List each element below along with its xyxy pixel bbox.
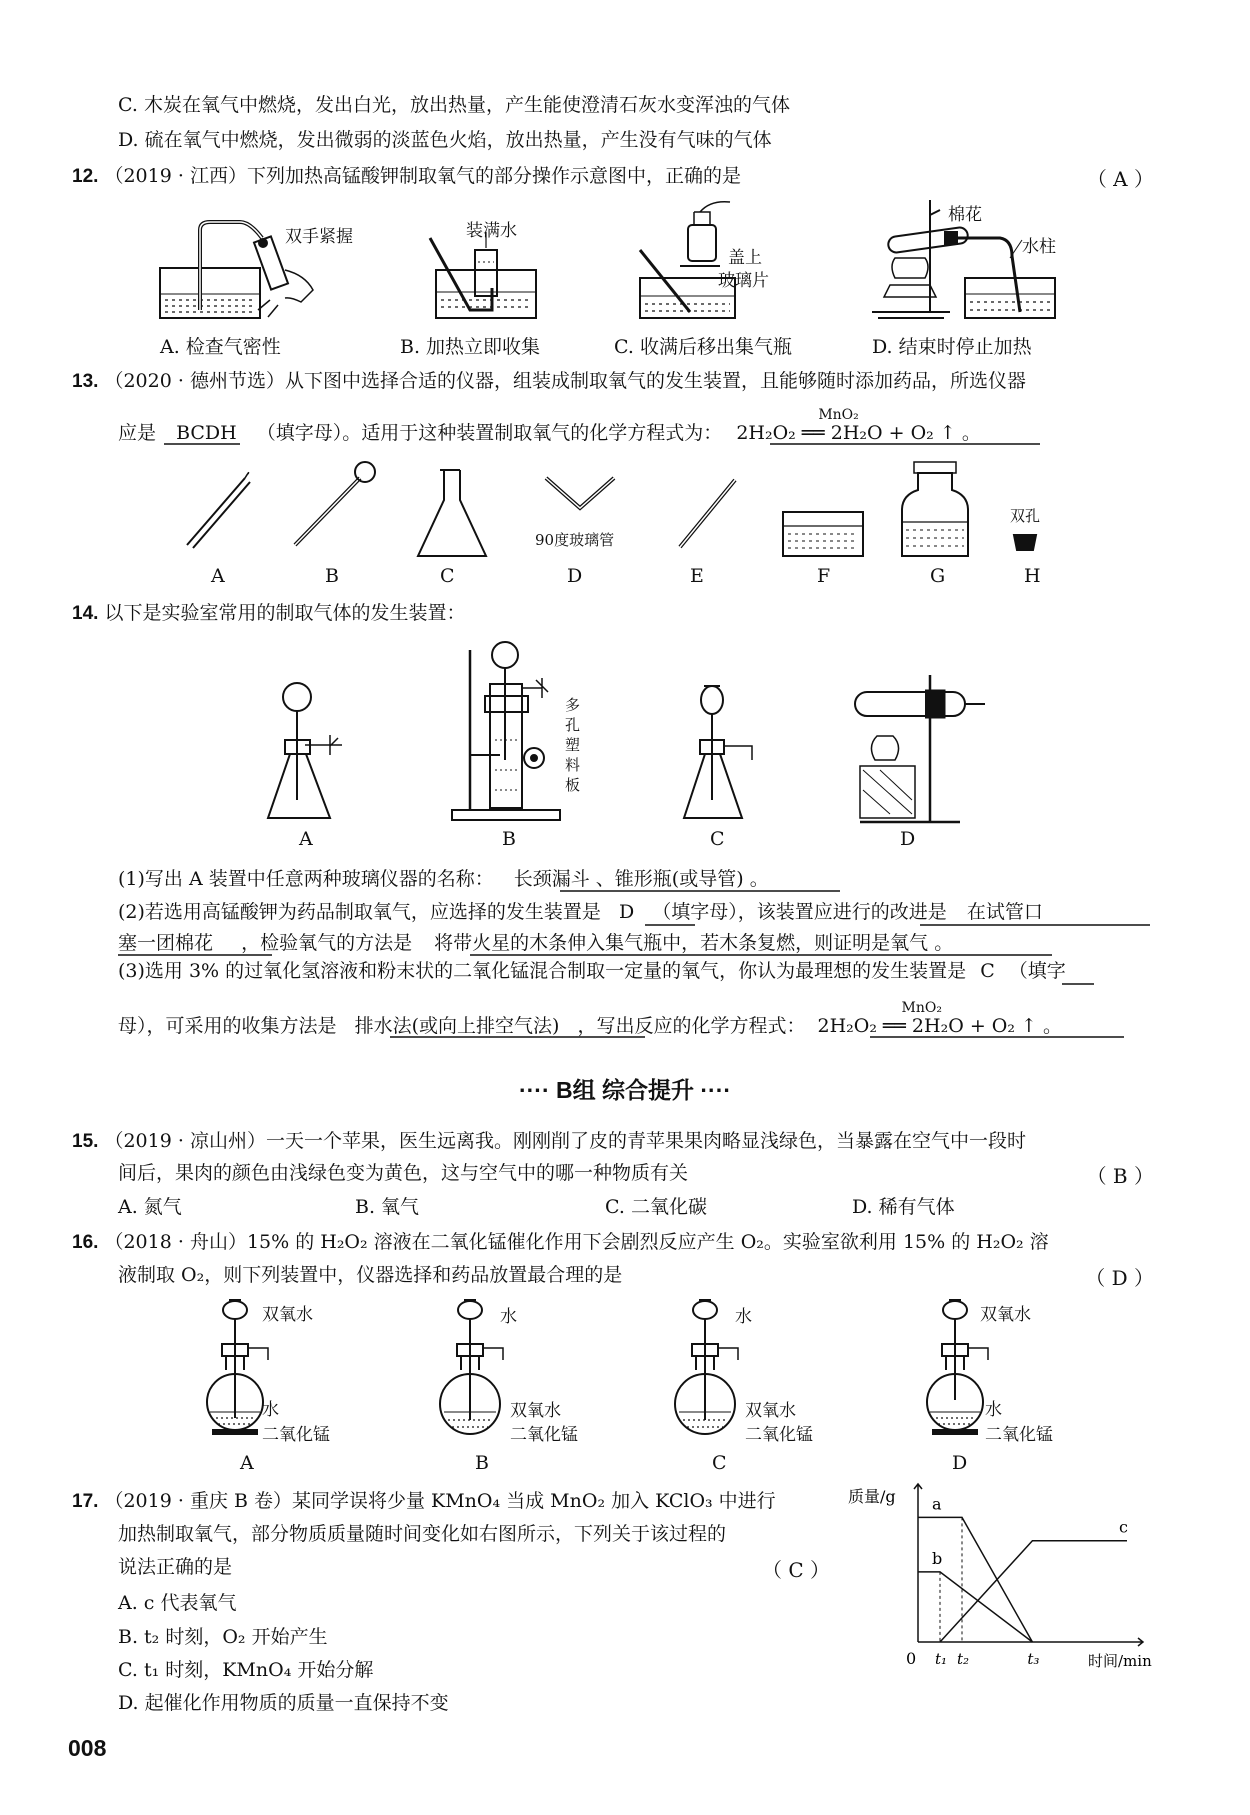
q14-apparatus-b	[452, 642, 560, 820]
q16-b-mno2: 二氧化锰	[510, 1425, 578, 1445]
q16-apparatus	[207, 1300, 988, 1434]
q14-letter-d: D	[900, 828, 916, 850]
q16-stem-2: 液制取 O₂，则下列装置中，仪器选择和药品放置最合理的是	[118, 1264, 623, 1286]
q16-apparatus-d	[927, 1300, 988, 1432]
q13-funnel-b	[295, 462, 375, 545]
q14-p2-answer-2b: 塞一团棉花	[118, 932, 214, 954]
q14-p2-mid2: ，检验氧气的方法是	[241, 932, 413, 954]
q15-answer: （ B ）	[1086, 1164, 1154, 1188]
x-tick-label: t₂	[957, 1650, 970, 1668]
q16-apparatus-a	[207, 1300, 268, 1432]
label-cotton: 棉花	[948, 205, 982, 225]
q14-p2-end: 。	[934, 932, 954, 954]
q14-apparatus	[268, 642, 985, 822]
q17-answer: （ C ）	[761, 1558, 830, 1582]
q14-p2-pre: (2)若选用高锰酸钾为药品制取氧气，应选择的发生装置是	[118, 901, 601, 923]
q12-caption-d: D. 结束时停止加热	[872, 336, 1032, 358]
q13-bottle-g	[902, 462, 968, 556]
q13-equation	[728, 407, 961, 444]
q12-figure-c	[640, 202, 735, 318]
q14-p2-answer-2: 在试管口	[966, 901, 1043, 923]
series-label-a: a	[932, 1494, 942, 1514]
q14-letter-c: C	[710, 828, 725, 850]
question-stem: （2019 · 重庆 B 卷）某同学误将少量 KMnO₄ 当成 MnO₂ 加入 KClO₃ 中进行	[104, 1490, 776, 1512]
q13-stopper-h	[1014, 535, 1036, 550]
q14-p1-answer: 长颈漏斗 、锥形瓶(或导管)	[513, 868, 744, 890]
question-number: 13.	[72, 371, 99, 392]
q13-tongs-a	[187, 473, 250, 548]
q13-equation-text: 2H₂O₂ ══ 2H₂O + O₂ ↑	[736, 422, 956, 444]
q13-letter-e: E	[690, 565, 704, 587]
section-title: ···· B组 综合提升 ····	[518, 1077, 732, 1103]
q14-p1-pre: (1)写出 A 装置中任意两种玻璃仪器的名称：	[118, 868, 494, 890]
question-number: 17.	[72, 1491, 99, 1512]
q13-stem	[72, 368, 1026, 395]
q17-stem	[72, 1488, 776, 1515]
plate-char: 料	[565, 756, 581, 774]
q13-flask-c	[418, 470, 486, 556]
q13-bent-tube-d	[546, 478, 614, 508]
q13-letter-b: B	[325, 565, 339, 587]
question-stem: 以下是实验室常用的制取气体的发生装置：	[104, 602, 466, 624]
q13-line2-pre: 应是	[118, 422, 157, 444]
label-90-degree-tube: 90度玻璃管	[535, 531, 615, 549]
q17-stem-2: 加热制取氧气，部分物质质量随时间变化如右图所示，下列关于该过程的	[118, 1523, 727, 1545]
origin-label: 0	[906, 1649, 917, 1668]
q14-apparatus-d	[855, 675, 985, 822]
q15-option-d: D. 稀有气体	[852, 1196, 955, 1218]
q14-letter-b: B	[502, 828, 516, 850]
q16-d-water: 水	[985, 1400, 1002, 1420]
q16-stem	[72, 1229, 1049, 1256]
q14-part2	[118, 899, 1043, 925]
plate-char: 塑	[565, 736, 581, 754]
q16-d-mno2: 二氧化锰	[985, 1425, 1053, 1445]
series-line-c	[940, 1541, 1127, 1642]
q12-caption-c: C. 收满后移出集气瓶	[614, 336, 792, 358]
q13-letter-h: H	[1024, 565, 1041, 587]
q13-answer-letters: BCDH	[176, 422, 237, 444]
q15-option-c: C. 二氧化碳	[605, 1196, 707, 1218]
q15-option-b: B. 氧气	[355, 1196, 420, 1218]
q14-p3-mid2: ，写出反应的化学方程式：	[577, 1015, 806, 1037]
q15-option-a: A. 氮气	[118, 1196, 182, 1218]
q14-p2-mid: （填字母），该装置应进行的改进是	[652, 901, 947, 923]
q16-c-h2o2: 双氧水	[745, 1401, 796, 1421]
q15-stem	[72, 1128, 1026, 1155]
q17-mass-time-chart	[848, 1484, 1152, 1670]
q14-apparatus-a	[268, 683, 342, 818]
question-number: 14.	[72, 603, 99, 624]
q16-apparatus-c	[675, 1300, 738, 1434]
q13-catalyst: MnO₂	[818, 407, 859, 423]
series-label-b: b	[932, 1548, 943, 1568]
q11-option-d: D. 硫在氧气中燃烧，发出微弱的淡蓝色火焰，放出热量，产生没有气味的气体	[118, 129, 772, 151]
question-stem: （2019 · 江西）下列加热高锰酸钾制取氧气的部分操作示意图中，正确的是	[104, 165, 741, 187]
y-axis-label: 质量/g	[848, 1487, 896, 1506]
page-number: 008	[68, 1735, 107, 1761]
q13-letter-d: D	[567, 565, 583, 587]
q17-option-b: B. t₂ 时刻，O₂ 开始产生	[118, 1626, 328, 1648]
label-hold: 双手紧握	[285, 227, 353, 247]
q16-c-mno2: 二氧化锰	[745, 1425, 813, 1445]
q14-part2-line2	[118, 930, 953, 956]
plate-char: 孔	[565, 716, 581, 734]
q13-letter-a: A	[211, 565, 225, 587]
q13-letter-c: C	[440, 565, 455, 587]
q14-part1	[118, 866, 769, 892]
q16-answer: （ D ）	[1085, 1266, 1154, 1290]
q16-letter-c: C	[712, 1452, 727, 1474]
q16-c-water: 水	[735, 1307, 752, 1327]
q16-b-h2o2: 双氧水	[510, 1401, 561, 1421]
question-stem: （2020 · 德州节选）从下图中选择合适的仪器，组装成制取氧气的发生装置，且能够随时添加药品，所选仪器	[104, 370, 1026, 392]
q17-option-a: A. c 代表氧气	[118, 1592, 237, 1614]
question-number: 16.	[72, 1232, 99, 1253]
q14-p3-end: 。	[1042, 1015, 1062, 1037]
series-label-c: c	[1119, 1517, 1128, 1537]
q13-end: 。	[961, 422, 981, 444]
series-line-b	[918, 1572, 1032, 1642]
x-tick-label: t₃	[1027, 1650, 1040, 1668]
q13-letter-g: G	[930, 565, 946, 587]
label-full-water: 装满水	[466, 221, 517, 241]
q16-letter-a: A	[240, 1452, 254, 1474]
q12-caption-b: B. 加热立即收集	[400, 336, 541, 358]
q12-figure-b	[430, 232, 536, 318]
q14-part3	[118, 958, 1066, 984]
q16-a-h2o2: 双氧水	[262, 1305, 313, 1325]
q16-d-h2o2: 双氧水	[980, 1305, 1031, 1325]
q12-caption-a: A. 检查气密性	[160, 336, 281, 358]
q14-p2-answer-3: 将带火星的木条伸入集气瓶中，若木条复燃，则证明是氧气	[434, 932, 929, 954]
q14-letter-a: A	[299, 828, 313, 850]
label-water-column: 水柱	[1022, 237, 1056, 257]
q16-letter-b: B	[475, 1452, 489, 1474]
q16-a-water: 水	[262, 1400, 279, 1420]
question-stem: （2019 · 凉山州）一天一个苹果，医生远离我。刚刚削了皮的青苹果果肉略显浅绿色，当暴露在空气中一段时	[104, 1130, 1026, 1152]
q14-stem	[72, 600, 465, 627]
q14-equation	[812, 1000, 1043, 1037]
q13-line2	[118, 407, 981, 446]
q14-catalyst: MnO₂	[901, 1000, 942, 1016]
q14-p2-answer-1: D	[618, 901, 635, 923]
q11-option-c: C. 木炭在氧气中燃烧，发出白光，放出热量，产生能使澄清石灰水变浑浊的气体	[118, 94, 790, 116]
question-number: 12.	[72, 166, 99, 187]
label-two-hole: 双孔	[1010, 507, 1041, 525]
q14-p1-end: 。	[749, 868, 769, 890]
q14-part3-line2	[118, 1000, 1062, 1039]
label-porous-plate	[565, 695, 581, 795]
label-cover-2: 玻璃片	[718, 271, 769, 291]
q16-letter-d: D	[952, 1452, 968, 1474]
question-stem: （2018 · 舟山）15% 的 H₂O₂ 溶液在二氧化锰催化作用下会剧烈反应产生 O₂。实验室欲利用 15% 的 H₂O₂ 溶	[104, 1231, 1049, 1253]
q13-glass-rod-e	[680, 480, 735, 547]
y-axis	[914, 1484, 922, 1642]
plate-char: 板	[565, 776, 581, 794]
q17-option-d: D. 起催化作用物质的质量一直保持不变	[118, 1692, 449, 1714]
q16-apparatus-b	[440, 1300, 503, 1434]
q16-a-mno2: 二氧化锰	[262, 1425, 330, 1445]
q14-p3-answer-2: 排水法(或向上排空气法)	[354, 1015, 560, 1037]
q17-option-c: C. t₁ 时刻，KMnO₄ 开始分解	[118, 1659, 374, 1681]
q13-line2-mid: （填字母）。适用于这种装置制取氧气的化学方程式为：	[256, 422, 723, 444]
q14-equation-text: 2H₂O₂ ══ 2H₂O + O₂ ↑	[817, 1015, 1037, 1037]
x-axis-label: 时间/min	[1088, 1652, 1152, 1670]
q15-stem-2: 间后，果肉的颜色由浅绿色变为黄色，这与空气中的哪一种物质有关	[118, 1162, 689, 1184]
q14-p3-line2: 母），可采用的收集方法是	[118, 1015, 337, 1037]
q12-answer: （ A ）	[1086, 167, 1154, 191]
label-cover-1: 盖上	[728, 248, 762, 268]
q14-p3-pre: (3)选用 3% 的过氧化氢溶液和粉末状的二氧化锰混合制取一定量的氧气，你认为最理想的发生装置是	[118, 960, 967, 982]
q14-p3-answer-1: C	[980, 960, 995, 982]
q16-b-water: 水	[500, 1307, 517, 1327]
q13-trough-f	[783, 512, 863, 556]
q14-p3-mid: （填字	[1008, 960, 1066, 982]
q17-stem-3: 说法正确的是	[118, 1556, 233, 1578]
q13-letter-f: F	[817, 565, 831, 587]
plate-char: 多	[565, 696, 581, 714]
q14-apparatus-c	[684, 686, 752, 818]
question-number: 15.	[72, 1131, 99, 1152]
series-line-a	[918, 1517, 1032, 1642]
x-tick-label: t₁	[935, 1650, 948, 1668]
